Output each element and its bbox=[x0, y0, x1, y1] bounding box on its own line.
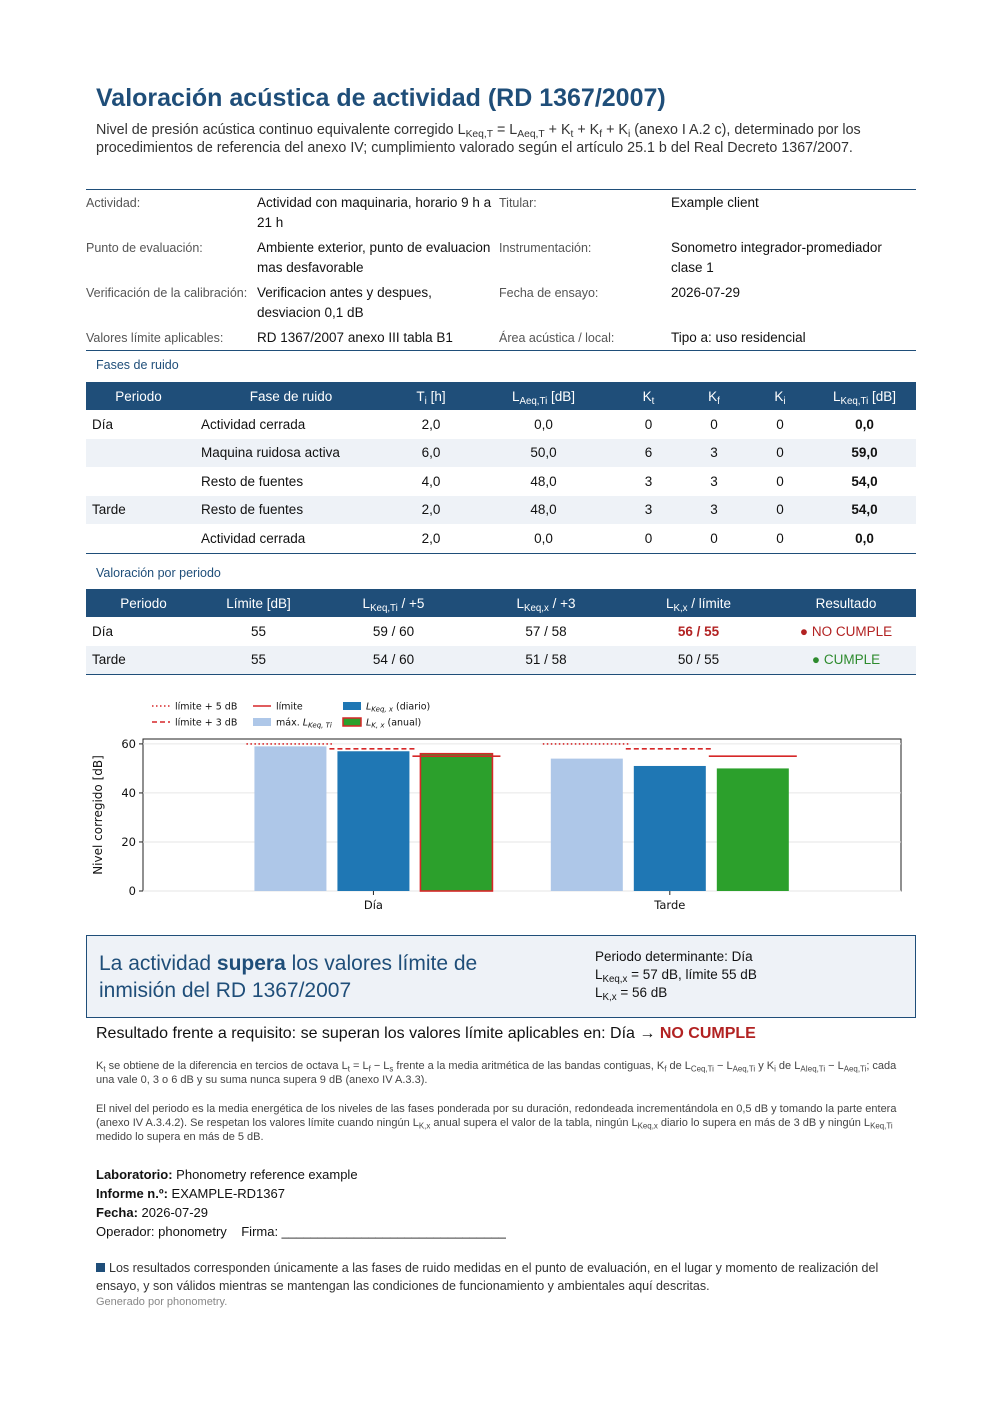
disclaimer: Los resultados corresponden únicamente a las fases de ruido medidas en el punto de evaluación, en el lugar y momento de realización del ensayo, y son válidos mientras se mantengan las condiciones de funcionamiento y ambientales aquí descritas. bbox=[96, 1261, 879, 1293]
bar-max-dia bbox=[254, 746, 326, 891]
y-tick-label: 0 bbox=[128, 884, 136, 898]
cell-laeq: 50,0 bbox=[471, 439, 616, 468]
fecha-line: Fecha: 2026-07-29 bbox=[96, 1205, 209, 1220]
cell-lkeq: 0,0 bbox=[855, 530, 874, 546]
cell-kt: 0 bbox=[644, 530, 653, 546]
status-dot-icon: ● bbox=[811, 652, 821, 668]
table-row bbox=[86, 524, 916, 553]
cell-laeq: 48,0 bbox=[471, 496, 616, 525]
legend-anual-label: $L_{K, x}$ (anual) bbox=[366, 717, 422, 730]
cell-periodo: Tarde bbox=[86, 646, 201, 675]
summary-lkx: $L_{K,x} = 56$ dB bbox=[595, 985, 668, 1003]
summary-details bbox=[595, 948, 757, 1002]
col-laeq: $L_{Aeq,Ti}$ [dB] bbox=[471, 382, 616, 410]
cell-lkx: 50 / 55 bbox=[621, 646, 776, 675]
cell-lkeqx: 57 / 58 bbox=[525, 623, 567, 639]
col-periodo: Periodo bbox=[86, 382, 191, 410]
fases-table bbox=[86, 382, 916, 554]
note-methodology: El nivel del periodo es la media energética de los niveles de las fases ponderada por su duración, redondeada incrementándola en 0,5 dB y tomando la parte entera (anexo IV A.3.4.2). Se respetan los valores límite cuando ningún $L_{K,x}$ anual supera el valor de la tabla, ningún $L_{Keq,x}$ diario lo supera en más de 3 dB y ningún $L_{Keq,Ti}$ medido lo supera en más de 5 dB. bbox=[96, 1103, 897, 1143]
bar-diario-tarde bbox=[634, 766, 706, 891]
col-fase: Fase de ruido bbox=[191, 382, 391, 410]
legend-anual-swatch bbox=[343, 718, 361, 726]
col-lkx: $L_{K,x}$ / límite bbox=[621, 589, 776, 617]
summary-verdict: La actividad supera los valores límite de inmisión del RD 1367/2007 bbox=[99, 952, 478, 1002]
cell-fase: Resto de fuentes bbox=[191, 496, 391, 525]
status-badge: NO CUMPLE bbox=[811, 623, 893, 639]
cell-kf: 3 bbox=[681, 496, 747, 525]
instrumentacion-label: Instrumentación: bbox=[499, 241, 592, 255]
cell-periodo: Tarde bbox=[86, 496, 191, 525]
cell-lkeqti: 59 / 60 bbox=[372, 623, 415, 639]
col-resultado: Resultado bbox=[776, 589, 916, 617]
legend-diario-label: $L_{Keq, x}$ (diario) bbox=[366, 701, 431, 714]
cell-lkeq: 0,0 bbox=[855, 416, 874, 432]
cell-limite: 55 bbox=[201, 646, 316, 675]
cell-periodo: Día bbox=[92, 623, 114, 639]
cell-laeq: 0,0 bbox=[534, 416, 553, 432]
cell-ki: 0 bbox=[776, 416, 784, 432]
punto-label: Punto de evaluación: bbox=[86, 241, 203, 255]
result-line: Resultado frente a requisito: se superan los valores límite aplicables en: Día → NO CUMPLE bbox=[96, 1025, 756, 1042]
cell-periodo bbox=[86, 524, 191, 553]
info-block bbox=[86, 189, 916, 351]
cell-ti: 4,0 bbox=[421, 473, 441, 489]
bar-max-tarde bbox=[551, 759, 623, 891]
cell-ti: 2,0 bbox=[391, 496, 471, 525]
status-dot-icon: ● bbox=[799, 623, 809, 639]
section-valoracion: Valoración por periodo bbox=[96, 566, 221, 580]
cell-kf: 3 bbox=[681, 439, 747, 468]
valores-limite-value: RD 1367/2007 anexo III tabla B1 bbox=[257, 330, 453, 345]
col-lkeqx: $L_{Keq,x} / +3$ bbox=[471, 589, 621, 617]
titular-label: Titular: bbox=[499, 196, 537, 210]
informe-line: Informe n.º: EXAMPLE-RD1367 bbox=[96, 1186, 285, 1201]
periodo-determinante: Periodo determinante: Día bbox=[595, 949, 753, 964]
fecha-ensayo-label: Fecha de ensayo: bbox=[499, 286, 599, 300]
instrumentacion-value: Sonometro integrador-promediador clase 1 bbox=[671, 240, 882, 275]
cell-kt: 3 bbox=[616, 496, 681, 525]
cell-periodo: Día bbox=[92, 416, 114, 432]
cell-lkeq: 54,0 bbox=[813, 496, 916, 525]
valoracion-header-row bbox=[86, 589, 916, 617]
table-row bbox=[86, 410, 916, 439]
table-row bbox=[86, 467, 916, 496]
col-kt: $K_t$ bbox=[616, 382, 681, 410]
cell-laeq: 0,0 bbox=[534, 530, 553, 546]
summary-lkeqx: $L_{Keq,x} = 57$ dB, límite 55 dB bbox=[595, 967, 757, 985]
cell-ti: 2,0 bbox=[421, 530, 441, 546]
cell-periodo bbox=[86, 439, 191, 468]
note-corrections: $K_t$ se obtiene de la diferencia en tercios de octava $L_t = L_f - L_s$ frente a la media aritmética de las bandas contiguas, $K_f$ de $L_{Ceq,Ti} - L_{Aeq,Ti}$ y $K_i$ de $L_{AIeq,Ti} - L_{Aeq,Ti}$; cada una vale 0, 3 o 6 dB y su suma nunca supera 9 dB (anexo IV A.3.3). bbox=[96, 1060, 897, 1086]
status-badge: CUMPLE bbox=[823, 652, 881, 668]
y-tick-label: 40 bbox=[121, 785, 136, 800]
x-tick-label: Tarde bbox=[654, 898, 686, 912]
x-tick-label: Día bbox=[363, 898, 383, 912]
cell-laeq: 48,0 bbox=[530, 473, 557, 489]
chart-legend bbox=[152, 702, 430, 730]
report-title: Valoración acústica de actividad (RD 1367/2007) bbox=[96, 84, 666, 112]
table-row bbox=[86, 617, 916, 646]
cell-ki: 0 bbox=[776, 530, 784, 546]
y-tick-label: 20 bbox=[121, 834, 136, 849]
cell-kt: 3 bbox=[644, 473, 653, 489]
cell-ki: 0 bbox=[776, 473, 784, 489]
cell-ki: 0 bbox=[747, 439, 813, 468]
fecha-ensayo-value: 2026-07-29 bbox=[671, 285, 741, 300]
valores-limite-label: Valores límite aplicables: bbox=[86, 331, 224, 345]
result-verdict: NO CUMPLE bbox=[659, 1025, 756, 1042]
area-label: Área acústica / local: bbox=[499, 331, 615, 345]
bar-anual-dia bbox=[420, 754, 492, 891]
cell-periodo bbox=[86, 467, 191, 496]
cell-kf: 3 bbox=[710, 473, 718, 489]
actividad-value: Actividad con maquinaria, horario 9 h a 21 h bbox=[257, 195, 492, 230]
levels-chart bbox=[86, 695, 916, 920]
square-bullet-icon bbox=[96, 1263, 105, 1272]
col-ki: $K_i$ bbox=[747, 382, 813, 410]
col-lkeq: $L_{Keq,Ti}$ [dB] bbox=[813, 382, 916, 410]
legend-diario-swatch bbox=[343, 702, 361, 710]
generated-by: Generado por phonometry. bbox=[96, 1296, 228, 1308]
summary-box bbox=[86, 935, 916, 1018]
y-tick-label: 60 bbox=[121, 736, 136, 751]
cell-kt: 0 bbox=[644, 416, 653, 432]
footer-block bbox=[96, 1165, 506, 1241]
cell-fase: Resto de fuentes bbox=[201, 473, 304, 489]
punto-value: Ambiente exterior, punto de evaluacion mas desfavorable bbox=[257, 240, 491, 275]
col-periodo: Periodo bbox=[86, 589, 201, 617]
operador-firma-line: Operador: phonometry Firma: _______________________________ bbox=[96, 1224, 506, 1239]
cell-kf: 0 bbox=[710, 416, 718, 432]
cell-resultado bbox=[776, 617, 916, 646]
area-value: Tipo a: uso residencial bbox=[671, 330, 806, 345]
y-axis-label: Nivel corregido [dB] bbox=[91, 755, 105, 875]
actividad-label: Actividad: bbox=[86, 196, 141, 210]
bar-diario-dia bbox=[337, 751, 409, 891]
cell-fase: Actividad cerrada bbox=[201, 530, 306, 546]
legend-plus3-label: límite + 3 dB bbox=[175, 717, 238, 729]
bar-anual-tarde bbox=[717, 768, 789, 891]
fases-header-row bbox=[86, 382, 916, 410]
laboratorio-line: Laboratorio: Phonometry reference example bbox=[96, 1167, 358, 1182]
legend-max-label: máx. $L_{Keq, Ti}$ bbox=[276, 717, 332, 730]
titular-value: Example client bbox=[671, 195, 759, 210]
cell-ti: 6,0 bbox=[391, 439, 471, 468]
cell-resultado bbox=[776, 646, 916, 675]
cell-ki: 0 bbox=[747, 496, 813, 525]
cell-limite: 55 bbox=[250, 623, 267, 639]
section-fases: Fases de ruido bbox=[96, 358, 179, 372]
cell-lkeqti: 54 / 60 bbox=[316, 646, 471, 675]
cell-lkeq: 54,0 bbox=[851, 473, 878, 489]
table-row bbox=[86, 646, 916, 675]
col-kf: $K_f$ bbox=[681, 382, 747, 410]
verificacion-value: Verificacion antes y despues, desviacion 0,1 dB bbox=[257, 285, 432, 320]
report-subtitle: Nivel de presión acústica continuo equivalente corregido $L_{Keq,T} = L_{Aeq,T} + K_t + K_f + K_i$ (anexo I A.2 c), determinado por los procedimientos de referencia del anexo IV; cumplimiento valorado según el artículo 25.1 b del Real Decreto 1367/2007. bbox=[96, 122, 861, 156]
cell-lkx: 56 / 55 bbox=[677, 623, 720, 639]
cell-kf: 0 bbox=[710, 530, 718, 546]
col-ti: $T_i$ [h] bbox=[391, 382, 471, 410]
cell-kt: 6 bbox=[616, 439, 681, 468]
valoracion-table bbox=[86, 589, 916, 675]
cell-fase: Maquina ruidosa activa bbox=[191, 439, 391, 468]
verificacion-label: Verificación de la calibración: bbox=[86, 286, 248, 300]
cell-lkeq: 59,0 bbox=[813, 439, 916, 468]
cell-lkeqx: 51 / 58 bbox=[471, 646, 621, 675]
table-row bbox=[86, 439, 916, 468]
legend-plus5-label: límite + 5 dB bbox=[175, 701, 238, 713]
col-limite: Límite [dB] bbox=[201, 589, 316, 617]
legend-max-swatch bbox=[253, 718, 271, 726]
col-lkeqti: $L_{Keq,Ti} / +5$ bbox=[316, 589, 471, 617]
table-row bbox=[86, 496, 916, 525]
legend-limite-label: límite bbox=[276, 701, 303, 713]
cell-ti: 2,0 bbox=[421, 416, 441, 432]
cell-fase: Actividad cerrada bbox=[201, 416, 306, 432]
